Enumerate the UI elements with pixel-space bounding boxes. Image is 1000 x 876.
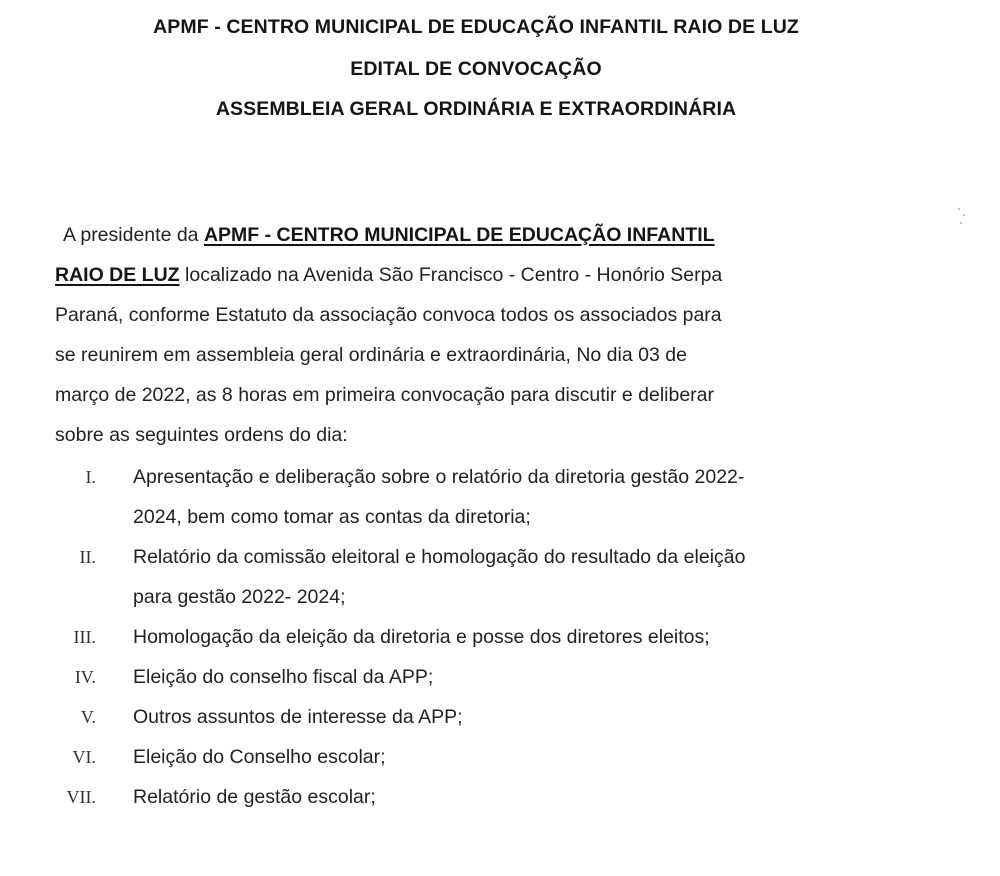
paragraph-line-6: sobre as seguintes ordens do dia:	[55, 424, 348, 446]
agenda-item-text: Eleição do conselho fiscal da APP;	[133, 666, 434, 688]
agenda-item-text: Relatório de gestão escolar;	[133, 786, 376, 808]
agenda-item-text-cont: para gestão 2022- 2024;	[133, 586, 346, 608]
scan-speck	[963, 214, 965, 216]
paragraph-line-4: se reunirem em assembleia geral ordinária e extraordinária, No dia 03 de	[55, 344, 687, 366]
header-assembly-type: ASSEMBLEIA GERAL ORDINÁRIA E EXTRAORDINÁRIA	[215, 98, 737, 120]
agenda-item-text: Homologação da eleição da diretoria e posse dos diretores eleitos;	[133, 626, 710, 648]
agenda-item-number: VI.	[72, 747, 96, 767]
agenda-item-number: II.	[79, 547, 96, 567]
agenda-item-number: III.	[73, 627, 96, 647]
address-text: localizado na Avenida São Francisco - Centro - Honório Serpa	[179, 264, 723, 286]
paragraph-line-2	[55, 262, 722, 288]
header-title: APMF - CENTRO MUNICIPAL DE EDUCAÇÃO INFANTIL RAIO DE LUZ	[153, 16, 799, 38]
agenda-item-number: I.	[85, 467, 96, 487]
agenda-item-text: Relatório da comissão eleitoral e homologação do resultado da eleição	[133, 546, 746, 568]
paragraph-line-5: março de 2022, as 8 horas em primeira convocação para discutir e deliberar	[55, 384, 715, 406]
header-subtitle: EDITAL DE CONVOCAÇÃO	[350, 58, 602, 80]
paragraph-line-3: Paraná, conforme Estatuto da associação convoca todos os associados para	[55, 304, 722, 326]
agenda-item-text: Apresentação e deliberação sobre o relatório da diretoria gestão 2022-	[133, 466, 745, 488]
association-name: APMF - CENTRO MUNICIPAL DE EDUCAÇÃO INFANTIL	[203, 224, 715, 246]
agenda-item-number: VII.	[66, 787, 96, 807]
agenda-item-text: Outros assuntos de interesse da APP;	[133, 706, 463, 728]
paragraph-prefix: A presidente da	[63, 224, 204, 246]
paragraph-line-1	[63, 222, 715, 248]
agenda-item-number: V.	[80, 707, 96, 727]
agenda-item-text: Eleição do Conselho escolar;	[133, 746, 386, 768]
scan-speck	[958, 208, 960, 210]
scan-speck	[960, 222, 962, 224]
agenda-item-number: IV.	[74, 667, 96, 687]
association-name-cont: RAIO DE LUZ	[55, 264, 180, 286]
agenda-item-text-cont: 2024, bem como tomar as contas da diretoria;	[133, 506, 531, 528]
